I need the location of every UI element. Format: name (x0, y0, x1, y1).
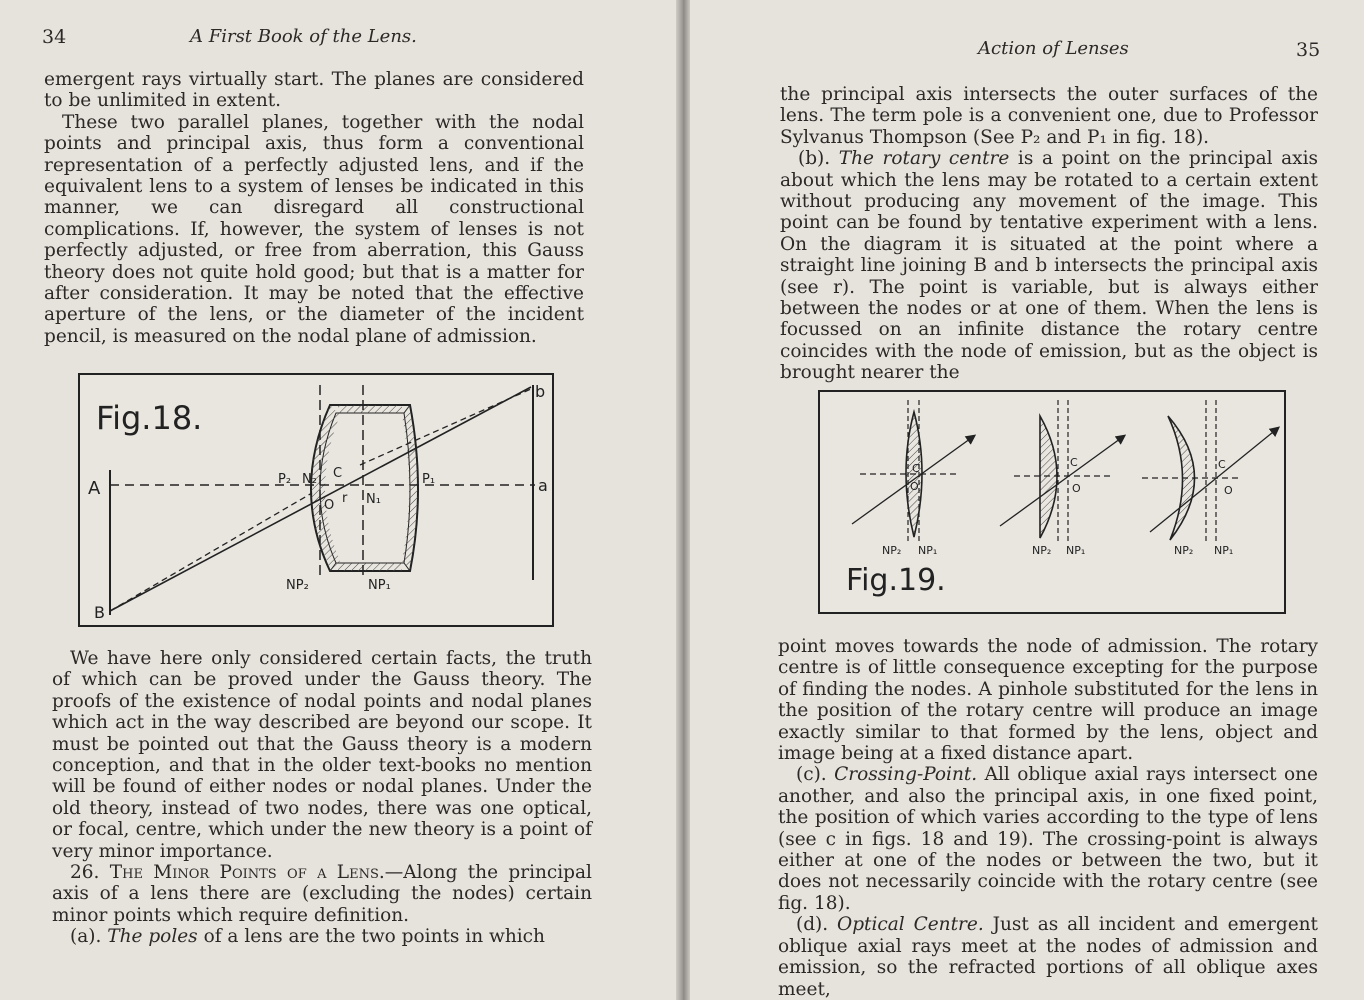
label-a: a (538, 476, 548, 495)
item-text: Just as all incident and emergent oblique axial rays meet at the nodes of admission and emission, so the refracted portions of all oblique axes meet, (778, 914, 1318, 1000)
ray-dashed-incident (110, 493, 312, 611)
text-block-top (44, 69, 584, 347)
item-b (780, 148, 1318, 383)
label-C: C (333, 466, 343, 481)
right-page (690, 0, 1364, 1000)
label-C: C (1218, 458, 1226, 471)
figure-18-diagram (80, 375, 552, 625)
page-number: 34 (42, 26, 67, 48)
text-block-bottom (52, 648, 592, 948)
label-N2: N₂ (302, 472, 317, 487)
item-marker: (d). (796, 914, 829, 936)
left-page (0, 0, 676, 1000)
label-NP2: NP₂ (1174, 544, 1194, 557)
label-C: C (912, 462, 920, 475)
item-d (778, 914, 1318, 1000)
item-c (778, 764, 1318, 914)
text-block-top (780, 84, 1318, 384)
label-NP1: NP₁ (368, 578, 391, 593)
item-text: All oblique axial rays intersect one another, and also the principal axis, in one fixed point, the position of which varies according to the type of lens (see c in figs. 18 and 19). The crossing-point is always either at one of the nodes or between the two, but it does not necessarily coincide with the rotary centre (see fig. 18). (778, 764, 1318, 914)
item-marker: (b). (798, 148, 831, 170)
item-term: Optical Centre. (837, 914, 984, 936)
item-term: The rotary centre (838, 148, 1010, 170)
label-A: A (88, 478, 101, 499)
label-O: O (324, 498, 335, 513)
lens-hatch-bottom (338, 563, 402, 571)
item-a (52, 926, 592, 947)
label-NP1: NP₁ (918, 544, 938, 557)
label-b: b (535, 382, 546, 401)
section-26 (52, 862, 592, 926)
label-N1: N₁ (366, 492, 381, 507)
figure-19 (818, 390, 1286, 614)
figure-title: Fig.19. (846, 563, 946, 598)
paragraph: point moves towards the node of admission. The rotary centre is of little consequence excepting for the purpose of finding the nodes. A pinhole substituted for the lens in the position of the rotary centre will produce an image exactly similar to that formed by the lens, object and image being at a fixed distance apart. (778, 636, 1318, 765)
section-body: —Along the principal axis of a lens there are (excluding the nodes) certain minor points which require definition. (52, 862, 592, 926)
label-O: O (1072, 482, 1081, 495)
lens-plano-convex (1000, 400, 1124, 557)
label-r: r (342, 491, 348, 506)
lens-hatch-top (338, 405, 402, 413)
paragraph: These two parallel planes, together with the nodal points and principal axis, thus form a conventional representation of a perfectly adjusted lens, and if the equivalent lens to a system of lenses be indicated in this manner, we can disregard all constructional complications. If, however, the system of lenses is not perfectly adjusted, or free from aberration, this Gauss theory does not quite hold good; but that is a matter for after consideration. It may be noted that the effective aperture of the lens, or the diameter of the incident pencil, is measured on the nodal plane of admission. (44, 111, 584, 347)
paragraph: We have here only considered certain facts, the truth of which can be proved under the Gauss theory. The proofs of the existence of nodal points and nodal planes which act in the way described are beyond our scope. It must be pointed out that the Gauss theory is a modern conception, and that in the older text-books no mention will be found of either nodes or nodal planes. Under the old theory, instead of two nodes, there was one optical, or focal, centre, which under the new theory is a point of very minor importance. (52, 648, 592, 862)
label-O: O (910, 480, 919, 493)
label-NP1: NP₁ (1066, 544, 1086, 557)
figure-18 (78, 373, 554, 627)
section-number: 26. (70, 862, 100, 884)
lens-biconvex (852, 400, 974, 557)
item-text: is a point on the principal axis about which the lens may be rotated to a certain extent without producing any movement of the image. This point can be found by tentative experiment with a lens. On the diagram it is situated at the point where a straight line joining B and b intersects the principal axis (see r). The point is variable, but is always either between the nodes or at one of them. When the lens is focussed on an infinite distance the rotary centre coincides with the node of emission, but as the object is brought nearer the (780, 148, 1318, 384)
label-P2: P₂ (278, 472, 292, 487)
item-term: Crossing-Point. (834, 764, 978, 786)
book-gutter (676, 0, 690, 1000)
label-C: C (1070, 456, 1078, 469)
label-NP2: NP₂ (286, 578, 309, 593)
running-head: A First Book of the Lens. (190, 26, 417, 47)
figure-title: Fig.18. (96, 399, 203, 437)
item-text: of a lens are the two points in which (197, 926, 545, 948)
label-B: B (94, 603, 105, 622)
paragraph: emergent rays virtually start. The planes are considered to be unlimited in extent. (44, 69, 584, 112)
ray-dashed-emergent (360, 389, 531, 465)
label-P1: P₁ (422, 472, 436, 487)
item-marker: (a). (70, 926, 102, 948)
item-marker: (c). (796, 764, 827, 786)
label-NP2: NP₂ (1032, 544, 1052, 557)
page-number: 35 (1296, 39, 1321, 61)
label-NP1: NP₁ (1214, 544, 1234, 557)
section-heading: The Minor Points of a Lens. (109, 862, 385, 884)
item-term: The poles (107, 926, 198, 948)
running-head: Action of Lenses (978, 38, 1129, 59)
lens-meniscus (1142, 400, 1278, 557)
label-O: O (1224, 484, 1233, 497)
paragraph: the principal axis intersects the outer surfaces of the lens. The term pole is a convenient one, due to Professor Sylvanus Thompson (See P₂ and P₁ in fig. 18). (780, 84, 1318, 148)
lens-hatch-right (402, 405, 418, 571)
text-block-bottom (778, 636, 1318, 1000)
lens-hatch-left (311, 405, 343, 571)
figure-19-diagram (820, 392, 1284, 612)
label-NP2: NP₂ (882, 544, 902, 557)
